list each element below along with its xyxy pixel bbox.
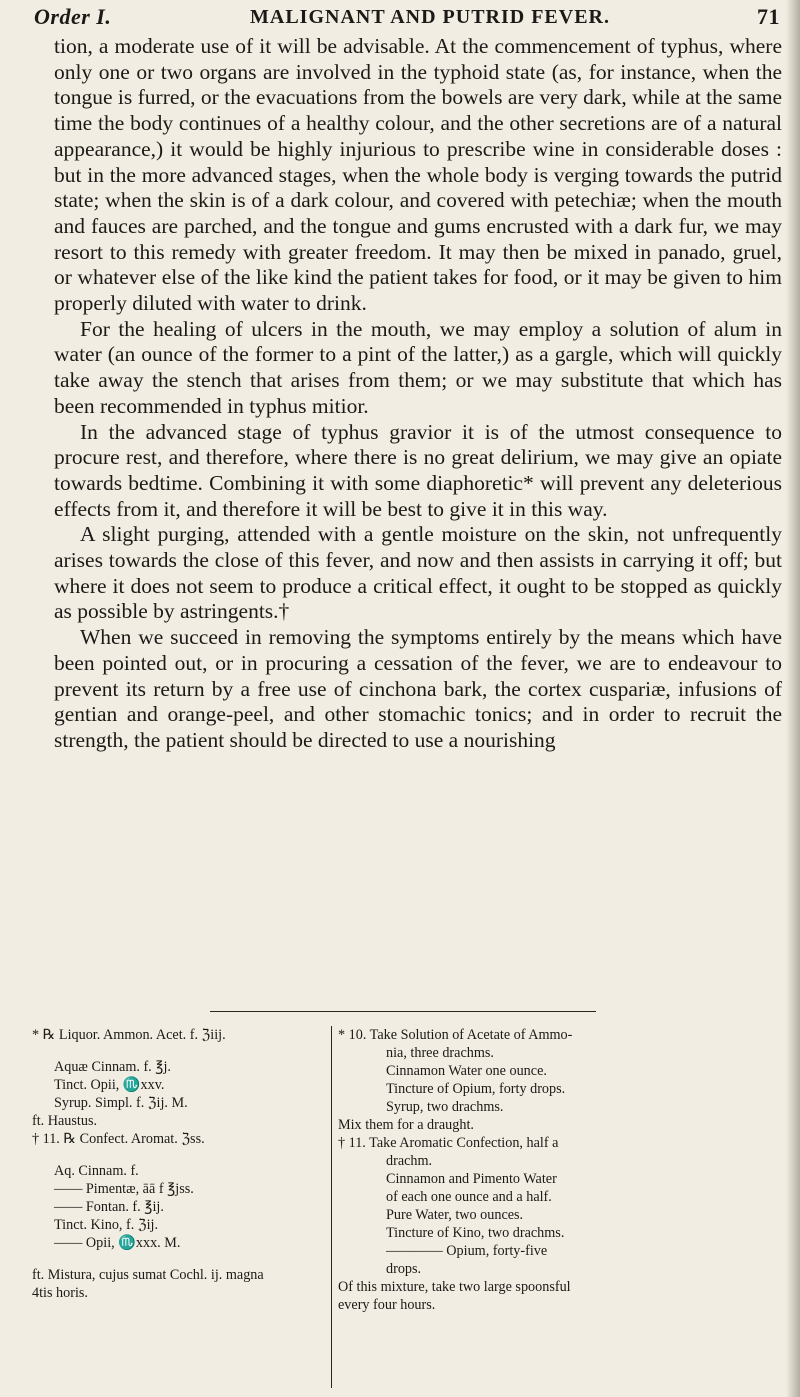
footnote-line: ———— Opium, forty-five [386, 1243, 548, 1259]
footnote-line: * ℞ Liquor. Ammon. Acet. f. ℨiij. [32, 1027, 226, 1043]
footnote-line: drops. [386, 1261, 422, 1277]
paragraph: For the healing of ulcers in the mouth, we may employ a solution of alum in water (an ounce of the former to a pint of the latter,) as a gargle, which will quickly take away the stench that arises from them; or we may substitute that which has been recommended in typhus mitior. [54, 316, 782, 418]
footnote-line: every four hours. [338, 1297, 436, 1313]
footnote-line: Cinnamon and Pimento Water [386, 1171, 557, 1187]
footnote-line: Tinct. Kino, f. ℨij. [54, 1217, 158, 1233]
footnote-line: Tincture of Opium, forty drops. [386, 1081, 566, 1097]
footnote-line: † 11. Take Aromatic Confection, half a [338, 1135, 559, 1151]
footnote-line: Syrup, two drachms. [386, 1099, 504, 1115]
paragraph: In the advanced stage of typhus gravior it is of the utmost consequence to procure rest, and therefore, where there is no great delirium, we may give an opiate towards bedtime. Combining it with some diaphoretic* will prevent any deleterious effects from it, and therefore it will be best to give it in this way. [54, 419, 782, 521]
footnote-rule [210, 1011, 596, 1012]
footnote-line: Cinnamon Water one ounce. [386, 1063, 547, 1079]
footnote-line: * 10. Take Solution of Acetate of Ammo- [338, 1027, 573, 1043]
footnote-line: Tincture of Kino, two drachms. [386, 1225, 565, 1241]
main-text [54, 34, 782, 754]
footnote-line: 4tis horis. [32, 1285, 88, 1301]
footnote-line: Syrup. Simpl. f. ℨij. M. [54, 1095, 188, 1111]
header-title: MALIGNANT AND PUTRID FEVER. [250, 6, 610, 28]
page-number: 71 [757, 4, 780, 29]
running-header [34, 4, 780, 32]
footnote-line: —— Pimentæ, āā f ℥jss. [54, 1181, 194, 1197]
footnote-line: ft. Mistura, cujus sumat Cochl. ij. magna [32, 1267, 264, 1283]
footnote-line: Aq. Cinnam. f. [54, 1163, 139, 1179]
footnote-line: Pure Water, two ounces. [386, 1207, 524, 1223]
footnotes [32, 1026, 792, 1386]
footnote-line: ft. Haustus. [32, 1113, 98, 1129]
footnote-gap [32, 1252, 330, 1266]
paragraph: tion, a moderate use of it will be advisable. At the commencement of typhus, where only one or two organs are involved in the typhoid state (as, for instance, when the tongue is furred, or the evacuations from the bowels are very dark, while at the same time the body continues of a healthy colour, and the other secretions are of a natural appearance,) it would be highly injurious to prescribe wine in considerable doses : but in the more advanced stages, when the whole body is verging towards the putrid state; when the skin is of a dark colour, and covered with petechiæ; when the mouth and fauces are parched, and the tongue and gums encrusted with a dark fur, we may resort to this remedy with greater freedom. It may then be mixed in panado, gruel, or whatever else of the like kind the patient takes for food, or it may be given to him properly diluted with water to drink. [54, 34, 782, 316]
footnotes-latin [32, 1026, 330, 1302]
footnote-line: nia, three drachms. [386, 1045, 494, 1061]
footnote-line: of each one ounce and a half. [386, 1189, 552, 1205]
footnote-line: drachm. [386, 1153, 433, 1169]
footnotes-english [338, 1026, 792, 1314]
paragraph: When we succeed in removing the symptoms entirely by the means which have been pointed out, or in procuring a cessation of the fever, we are to endeavour to prevent its return by a free use of cinchona bark, the cortex cuspariæ, infusions of gentian and orange-peel, and other stomachic tonics; and in order to recruit the strength, the patient should be directed to use a nourishing [54, 625, 782, 752]
footnote-line: † 11. ℞ Confect. Aromat. ℨss. [32, 1131, 205, 1147]
footnote-line: Of this mixture, take two large spoonsful [338, 1279, 571, 1295]
footnote-line: Mix them for a draught. [338, 1117, 474, 1133]
paragraph: A slight purging, attended with a gentle moisture on the skin, not unfrequently arises towards the close of this fever, and now and then assists in carrying it off; but where it does not seem to produce a critical effect, it ought to be stopped as quickly as possible by astringents.† [54, 522, 782, 624]
column-divider [331, 1026, 332, 1388]
footnote-gap [32, 1044, 330, 1058]
header-order: Order I. [34, 4, 112, 29]
footnote-line: —— Fontan. f. ℥ij. [54, 1199, 164, 1215]
footnote-line: Tinct. Opii, ♏xxv. [54, 1077, 165, 1093]
footnote-line: —— Opii, ♏xxx. M. [54, 1235, 181, 1251]
footnote-gap [32, 1148, 330, 1162]
footnote-line: Aquæ Cinnam. f. ℥j. [54, 1059, 171, 1075]
